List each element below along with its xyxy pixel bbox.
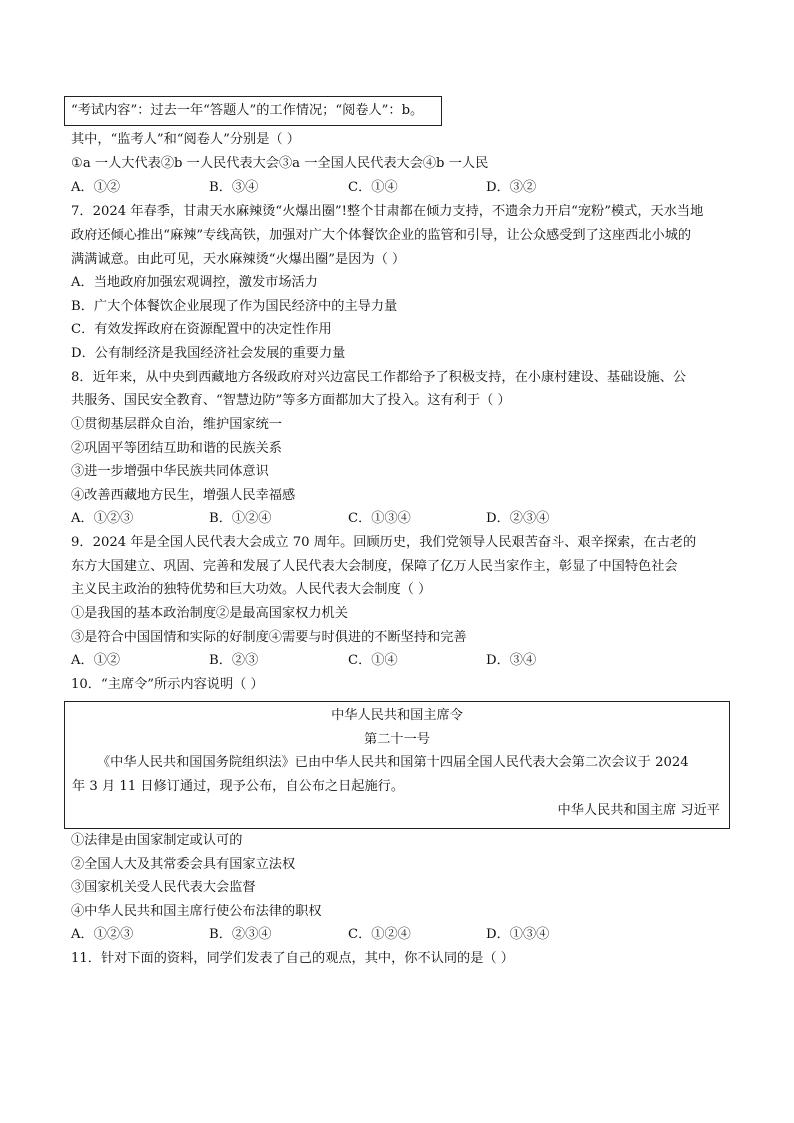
q8-stem-line-2: 共服务、国民安全教育、“智慧边防”等多方面都加大了投入。这有利于（ ） (71, 393, 511, 408)
q9-stem-line-3: 主义民主政治的独特优势和巨大功效。人民代表大会制度（ ） (71, 582, 432, 597)
q6-items: ①a 一人大代表②b 一人民代表大会③a 一全国人民代表大会④b 一人民 (71, 156, 489, 171)
q8-item-3: ③进一步增强中华民族共同体意识 (71, 464, 269, 479)
q9-option-a[interactable]: A．①② (71, 653, 121, 668)
q6-stem: 其中，“监考人”和“阅卷人”分别是（ ） (71, 132, 300, 147)
q10-item-2: ②全国人大及其常委会具有国家立法权 (71, 857, 296, 872)
q8-item-1: ①贯彻基层群众自治，维护国家统一 (71, 417, 282, 432)
q8-stem-line-1: 8．近年来，从中央到西藏地方各级政府对兴边富民工作都给予了积极支持，在小康村建设、基础设施、公 (71, 370, 687, 385)
q8-option-b[interactable]: B．①②④ (209, 511, 272, 526)
q7-choice-b[interactable]: B．广大个体餐饮企业展现了作为国民经济中的主导力量 (71, 299, 398, 314)
q8-item-4: ④改善西藏地方民生，增强人民幸福感 (71, 488, 296, 503)
q8-option-a[interactable]: A．①②③ (71, 511, 134, 526)
q8-option-d[interactable]: D．②③④ (486, 511, 550, 526)
q9-item-2: ③是符合中国国情和实际的好制度④需要与时俱进的不断坚持和完善 (71, 630, 467, 645)
q7-stem-line-1: 7．2024 年春季，甘肃天水麻辣烫“火爆出圈”!整个甘肃都在倾力支持，不遗余力开启“宠粉”模式，天水当地 (71, 204, 704, 219)
q10-option-c[interactable]: C．①②④ (348, 927, 411, 942)
q10-item-3: ③国家机关受人民代表大会监督 (71, 880, 256, 895)
q10-item-1: ①法律是由国家制定或认可的 (71, 833, 243, 848)
q10-stem: 10．“主席令”所示内容说明（ ） (71, 677, 264, 692)
q10-option-a[interactable]: A．①②③ (71, 927, 134, 942)
presidential-order-box (64, 701, 730, 829)
q8-item-2: ②巩固平等团结互助和谐的民族关系 (71, 441, 282, 456)
q7-stem-line-3: 满满诚意。由此可见，天水麻辣烫“火爆出圈”是因为（ ） (71, 252, 406, 267)
order-signature: 中华人民共和国主席 习近平 (557, 803, 720, 818)
q6-option-b[interactable]: B．③④ (209, 180, 259, 195)
order-title: 中华人民共和国主席令 (331, 708, 463, 723)
q7-choice-c[interactable]: C．有效发挥政府在资源配置中的决定性作用 (71, 322, 332, 337)
q10-option-d[interactable]: D．①③④ (486, 927, 550, 942)
q9-stem-line-2: 东方大国建立、巩固、完善和发展了人民代表大会制度，保障了亿万人民当家作主，彰显了中国特色社会 (71, 559, 678, 574)
order-body-line-2: 年 3 月 11 日修订通过，现予公布，自公布之日起施行。 (72, 779, 405, 794)
q7-choice-d[interactable]: D．公有制经济是我国经济社会发展的重要力量 (71, 346, 346, 361)
order-number: 第二十一号 (364, 732, 430, 747)
q9-stem-line-1: 9．2024 年是全国人民代表大会成立 70 周年。回顾历史，我们党领导人民艰苦奋斗、艰辛探索，在古老的 (71, 535, 697, 550)
q11-stem: 11．针对下面的资料，同学们发表了自己的观点，其中，你不认同的是（ ） (71, 951, 514, 966)
q10-item-4: ④中华人民共和国主席行使公布法律的职权 (71, 904, 322, 919)
q10-option-b[interactable]: B．②③④ (209, 927, 272, 942)
q9-option-d[interactable]: D．③④ (486, 653, 537, 668)
exam-content-text: “考试内容”：过去一年“答题人”的工作情况；“阅卷人”：b。 (71, 103, 424, 118)
exam-content-box (64, 96, 442, 126)
q9-option-b[interactable]: B．②③ (209, 653, 259, 668)
order-body-line-1: 《中华人民共和国国务院组织法》已由中华人民共和国第十四届全国人民代表大会第二次会议于 2024 (97, 755, 689, 770)
q8-option-c[interactable]: C．①③④ (348, 511, 411, 526)
q9-item-1: ①是我国的基本政治制度②是最高国家权力机关 (71, 606, 348, 621)
q7-choice-a[interactable]: A．当地政府加强宏观调控，激发市场活力 (71, 275, 318, 290)
q9-option-c[interactable]: C．①④ (348, 653, 398, 668)
q6-option-a[interactable]: A．①② (71, 180, 121, 195)
q6-option-c[interactable]: C．①④ (348, 180, 398, 195)
q6-option-d[interactable]: D．③② (486, 180, 537, 195)
q7-stem-line-2: 政府还倾心推出“麻辣”专线高铁，加强对广大个体餐饮企业的监管和引导，让公众感受到了这座西北小城的 (71, 228, 692, 243)
